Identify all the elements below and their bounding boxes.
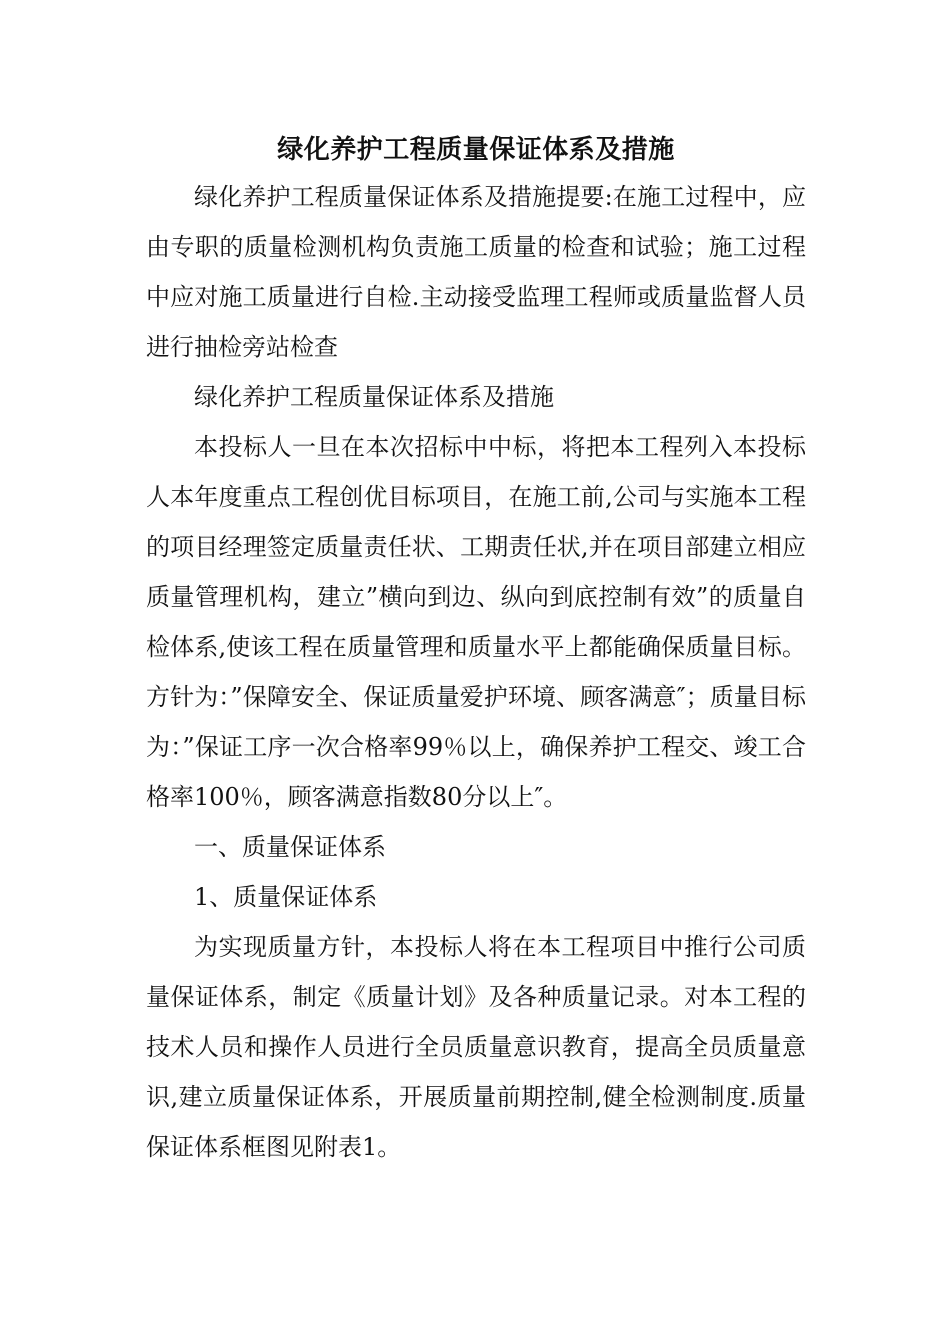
paragraph-subtitle: 绿化养护工程质量保证体系及措施: [194, 383, 554, 411]
paragraph-commitment: 本投标人一旦在本次招标中中标，将把本工程列入本投标人本年度重点工程创优目标项目，在施工前,公司与实施本工程的项目经理签定质量责任状、工期责任状,并在项目部建立相应质量管理机构，建立”横向到边、纵向到底控制有效”的质量自检体系,使该工程在质量管理和质量水平上都能确保质量目标。方针为：”保障安全、保证质量爱护环境、顾客满意″；质量目标为：”保证工序一次合格率99％以上，确保养护工程交、竣工合格率100％，顾客满意指数80分以上″。: [146, 433, 806, 811]
document-title: 绿化养护工程质量保证体系及措施: [277, 135, 675, 165]
document-page: [146, 128, 806, 1172]
subsection-heading-1-1: 1、质量保证体系: [194, 883, 378, 911]
section-heading-1: 一、质量保证体系: [194, 833, 386, 861]
paragraph-summary: 绿化养护工程质量保证体系及措施提要:在施工过程中，应由专职的质量检测机构负责施工质量的检查和试验；施工过程中应对施工质量进行自检.主动接受监理工程师或质量监督人员进行抽检旁站检查: [146, 183, 806, 361]
paragraph-quality-system: 为实现质量方针，本投标人将在本工程项目中推行公司质量保证体系，制定《质量计划》及各种质量记录。对本工程的技术人员和操作人员进行全员质量意识教育，提高全员质量意识,建立质量保证体系，开展质量前期控制,健全检测制度.质量保证体系框图见附表1。: [146, 933, 806, 1161]
